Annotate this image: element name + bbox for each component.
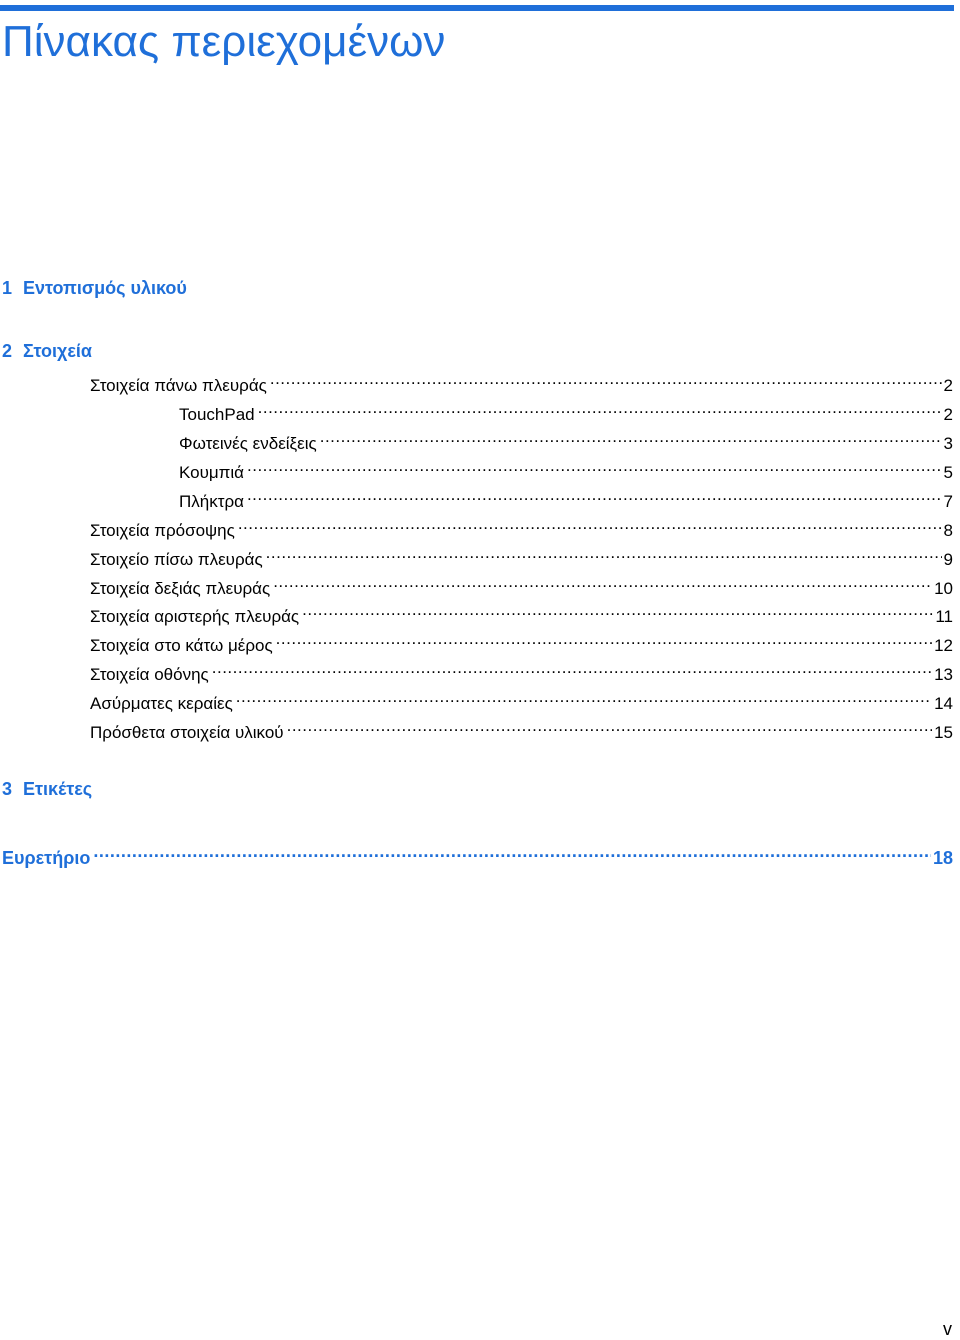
- toc-chapter-1[interactable]: [2, 277, 187, 299]
- toc-entry-page: 2: [943, 376, 953, 395]
- toc-entry-label: Ασύρματες κεραίες: [90, 694, 233, 713]
- toc-entry-label: Στοιχεία πάνω πλευράς: [90, 376, 267, 395]
- toc-entry-label: Στοιχεία στο κάτω μέρος: [90, 636, 273, 655]
- toc-entry-page: 13: [934, 665, 953, 684]
- toc-entry-label: TouchPad: [179, 405, 255, 424]
- chapter-number: 2: [2, 341, 13, 361]
- chapter-title: Ετικέτες: [23, 779, 93, 799]
- toc-entry-label: Στοιχεία πρόσοψης: [90, 521, 235, 540]
- page-title: Πίνακας περιεχομένων: [2, 17, 446, 66]
- toc-entry[interactable]: [179, 427, 953, 453]
- toc-entry[interactable]: [90, 716, 953, 742]
- dot-leader: [258, 398, 942, 420]
- dot-leader: [302, 600, 933, 622]
- index-label: Ευρετήριο: [2, 848, 91, 868]
- toc-entry[interactable]: [90, 687, 953, 713]
- toc-entry-label: Στοιχεία οθόνης: [90, 665, 209, 684]
- dot-leader: [270, 369, 942, 391]
- toc-index-entry[interactable]: [2, 842, 953, 868]
- toc-entry-page: 11: [935, 607, 953, 626]
- dot-leader: [212, 658, 932, 680]
- toc-entry-label: Στοιχεία δεξιάς πλευράς: [90, 579, 271, 598]
- dot-leader: [247, 485, 942, 507]
- toc-entry[interactable]: [90, 629, 953, 655]
- toc-chapter-3[interactable]: [2, 778, 92, 800]
- toc-entry-page: 15: [934, 723, 953, 742]
- toc-entry-label: Πλήκτρα: [179, 492, 244, 511]
- toc-entry-page: 7: [943, 492, 953, 511]
- toc-entry[interactable]: [90, 543, 953, 569]
- toc-entry[interactable]: [90, 572, 953, 598]
- top-rule: [0, 5, 954, 11]
- toc-entry[interactable]: [90, 600, 953, 626]
- dot-leader: [247, 456, 942, 478]
- dot-leader: [287, 716, 932, 738]
- page-folio: v: [943, 1319, 952, 1339]
- toc-entry[interactable]: [179, 398, 953, 424]
- dot-leader: [320, 427, 942, 449]
- chapter-number: 3: [2, 779, 13, 799]
- toc-entry[interactable]: [179, 456, 953, 482]
- toc-entry-page: 3: [943, 434, 953, 453]
- dot-leader: [266, 543, 942, 565]
- index-page: 18: [932, 848, 953, 868]
- dot-leader: [273, 572, 932, 594]
- dot-leader: [236, 687, 932, 709]
- chapter-title: Στοιχεία: [23, 341, 92, 361]
- toc-entry-page: 5: [943, 463, 953, 482]
- toc-entry-label: Στοιχεία αριστερής πλευράς: [90, 607, 300, 626]
- toc-entry-page: 2: [943, 405, 953, 424]
- toc-entry[interactable]: [179, 485, 953, 511]
- toc-entry-label: Φωτεινές ενδείξεις: [179, 434, 317, 453]
- toc-entry-page: 8: [943, 521, 953, 540]
- dot-leader: [276, 629, 932, 651]
- toc-entry-page: 10: [934, 579, 953, 598]
- dot-leader: [93, 842, 931, 864]
- toc-entry-page: 14: [934, 694, 953, 713]
- toc-entry-page: 9: [943, 550, 953, 569]
- toc-entry[interactable]: [90, 514, 953, 540]
- toc-entry-label: Στοιχείο πίσω πλευράς: [90, 550, 263, 569]
- toc-entry-label: Κουμπιά: [179, 463, 245, 482]
- chapter-number: 1: [2, 278, 13, 298]
- dot-leader: [238, 514, 942, 536]
- toc-chapter-2[interactable]: [2, 340, 92, 362]
- chapter-title: Εντοπισμός υλικού: [23, 278, 187, 298]
- toc-entry-page: 12: [934, 636, 953, 655]
- toc-entry-label: Πρόσθετα στοιχεία υλικού: [90, 723, 284, 742]
- toc-entry[interactable]: [90, 658, 953, 684]
- toc-entry[interactable]: [90, 369, 953, 395]
